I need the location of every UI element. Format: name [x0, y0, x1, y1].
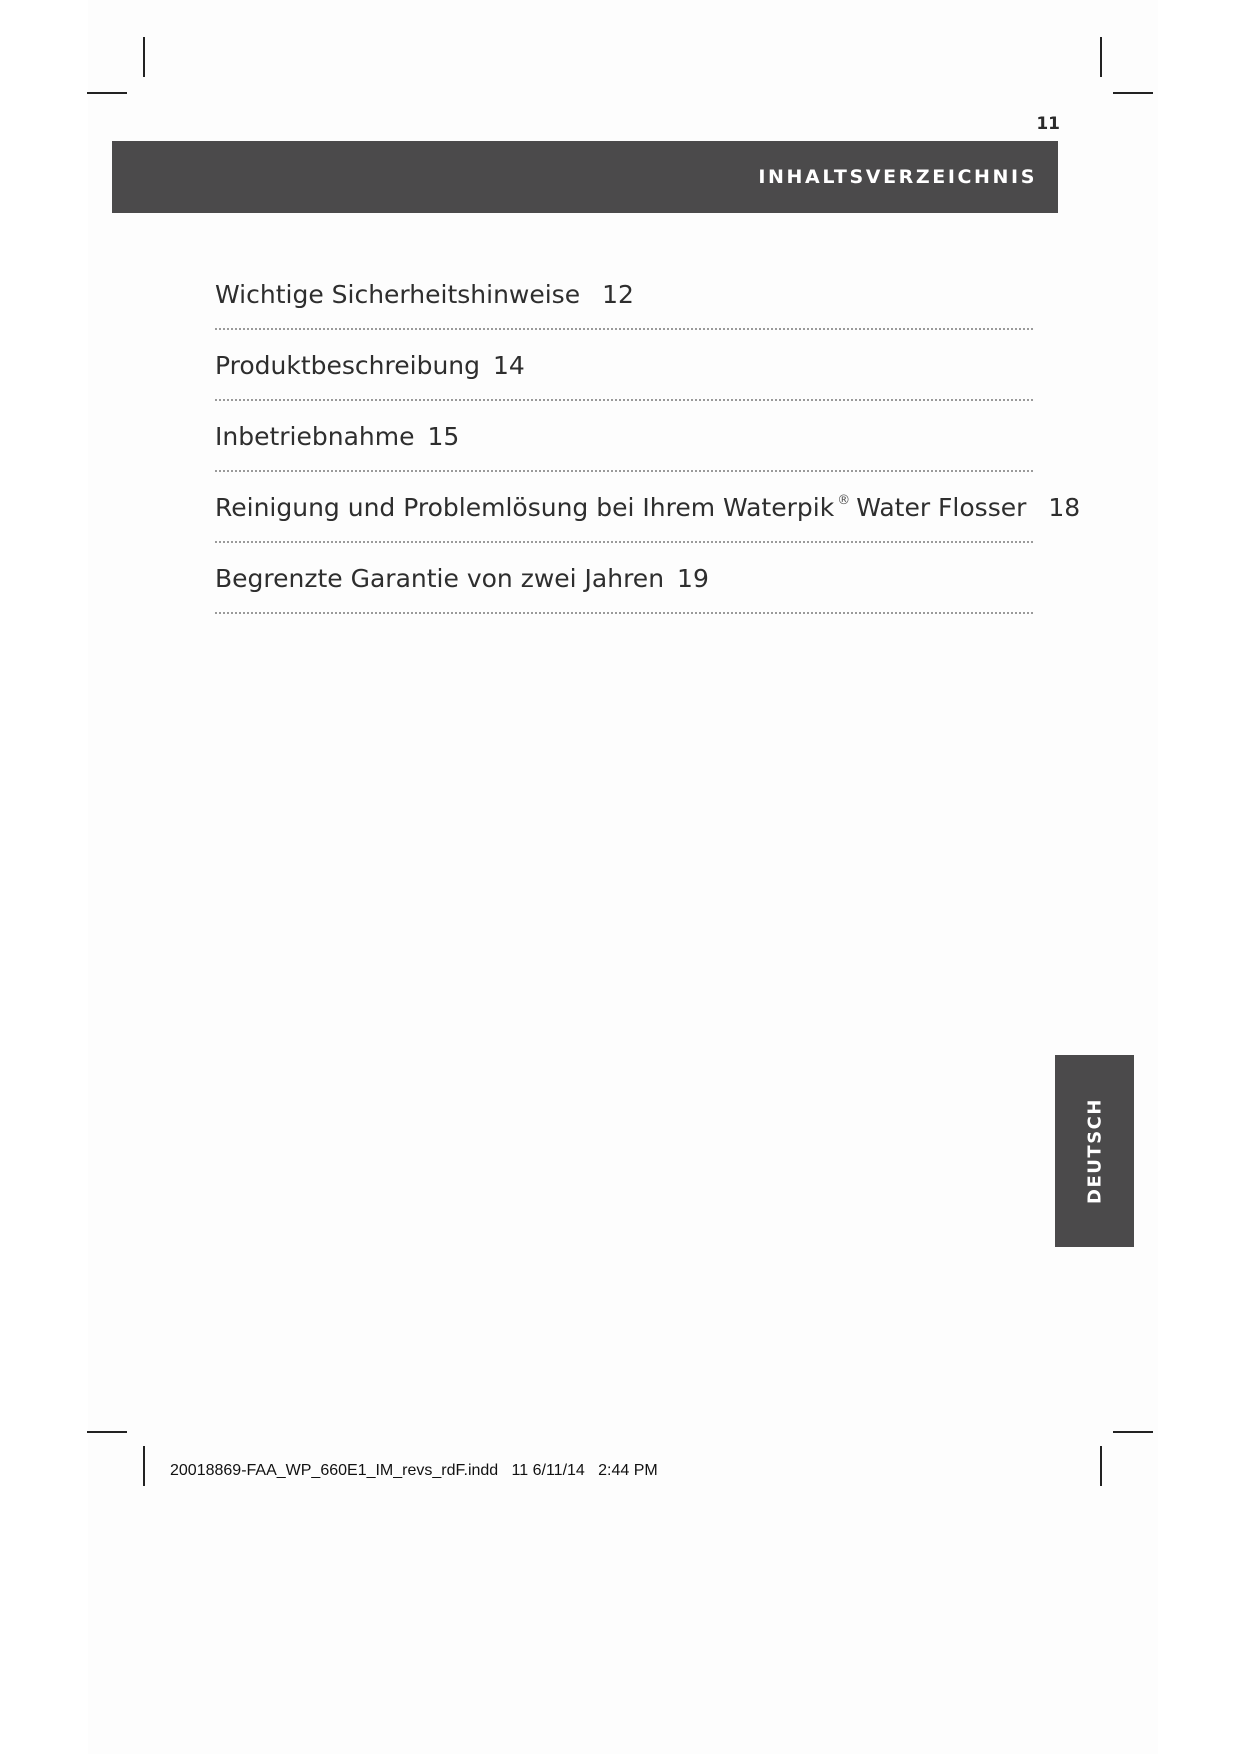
toc-entry-text: [215, 493, 1080, 522]
crop-mark-bottom-right-vertical: [1100, 1446, 1102, 1486]
table-of-contents: [215, 266, 1081, 621]
language-tab: [1055, 1055, 1134, 1247]
toc-entry-page: 14: [493, 351, 525, 380]
crop-mark-bottom-left-horizontal: [87, 1431, 127, 1433]
crop-mark-bottom-left-vertical: [143, 1446, 145, 1486]
page-number: 11: [1036, 114, 1060, 134]
toc-entry-warranty[interactable]: [215, 550, 1033, 621]
toc-entry-title: Inbetriebnahme: [215, 422, 415, 451]
print-slug-file: 20018869-FAA_WP_660E1_IM_revs_rdF.indd: [170, 1462, 499, 1479]
toc-entry-text: [215, 280, 634, 309]
toc-entry-title: Produktbeschreibung: [215, 351, 481, 380]
crop-mark-top-left-vertical: [143, 37, 145, 77]
crop-mark-top-right-vertical: [1100, 37, 1102, 77]
header-bar: [112, 141, 1058, 213]
toc-entry-title-part-1: Reinigung und Problemlösung bei Ihrem Waterpik: [215, 493, 835, 522]
toc-entry-title: Begrenzte Garantie von zwei Jahren: [215, 564, 665, 593]
toc-entry-title-part-2: Water Flosser: [856, 493, 1027, 522]
crop-mark-top-right-horizontal: [1113, 92, 1153, 94]
crop-mark-top-left-horizontal: [87, 92, 127, 94]
toc-entry-page: 15: [427, 422, 460, 451]
print-slug-date: 6/11/14: [532, 1462, 585, 1479]
toc-entry-text: [215, 351, 525, 380]
print-slug-time: 2:44 PM: [598, 1462, 658, 1479]
toc-entry-text: [215, 422, 459, 451]
print-slug: [170, 1462, 658, 1480]
toc-entry-page: 19: [677, 564, 709, 593]
toc-entry-safety[interactable]: [215, 266, 1033, 337]
toc-entry-title: Wichtige Sicherheitshinweise: [215, 280, 581, 309]
toc-entry-setup[interactable]: [215, 408, 1033, 479]
language-tab-label: DEUTSCH: [1084, 1098, 1105, 1204]
toc-entry-page: 18: [1048, 493, 1081, 522]
toc-entry-product-description[interactable]: [215, 337, 1033, 408]
print-slug-page: 11: [511, 1462, 529, 1479]
toc-entry-cleaning-troubleshooting[interactable]: [215, 479, 1081, 550]
registered-trademark-mark: ®: [837, 493, 851, 508]
crop-mark-bottom-right-horizontal: [1113, 1431, 1153, 1433]
toc-entry-page: 12: [602, 280, 634, 309]
toc-entry-text: [215, 564, 709, 593]
page-title: INHALTSVERZEICHNIS: [758, 166, 1037, 188]
page-sheet: [88, 0, 1158, 1754]
